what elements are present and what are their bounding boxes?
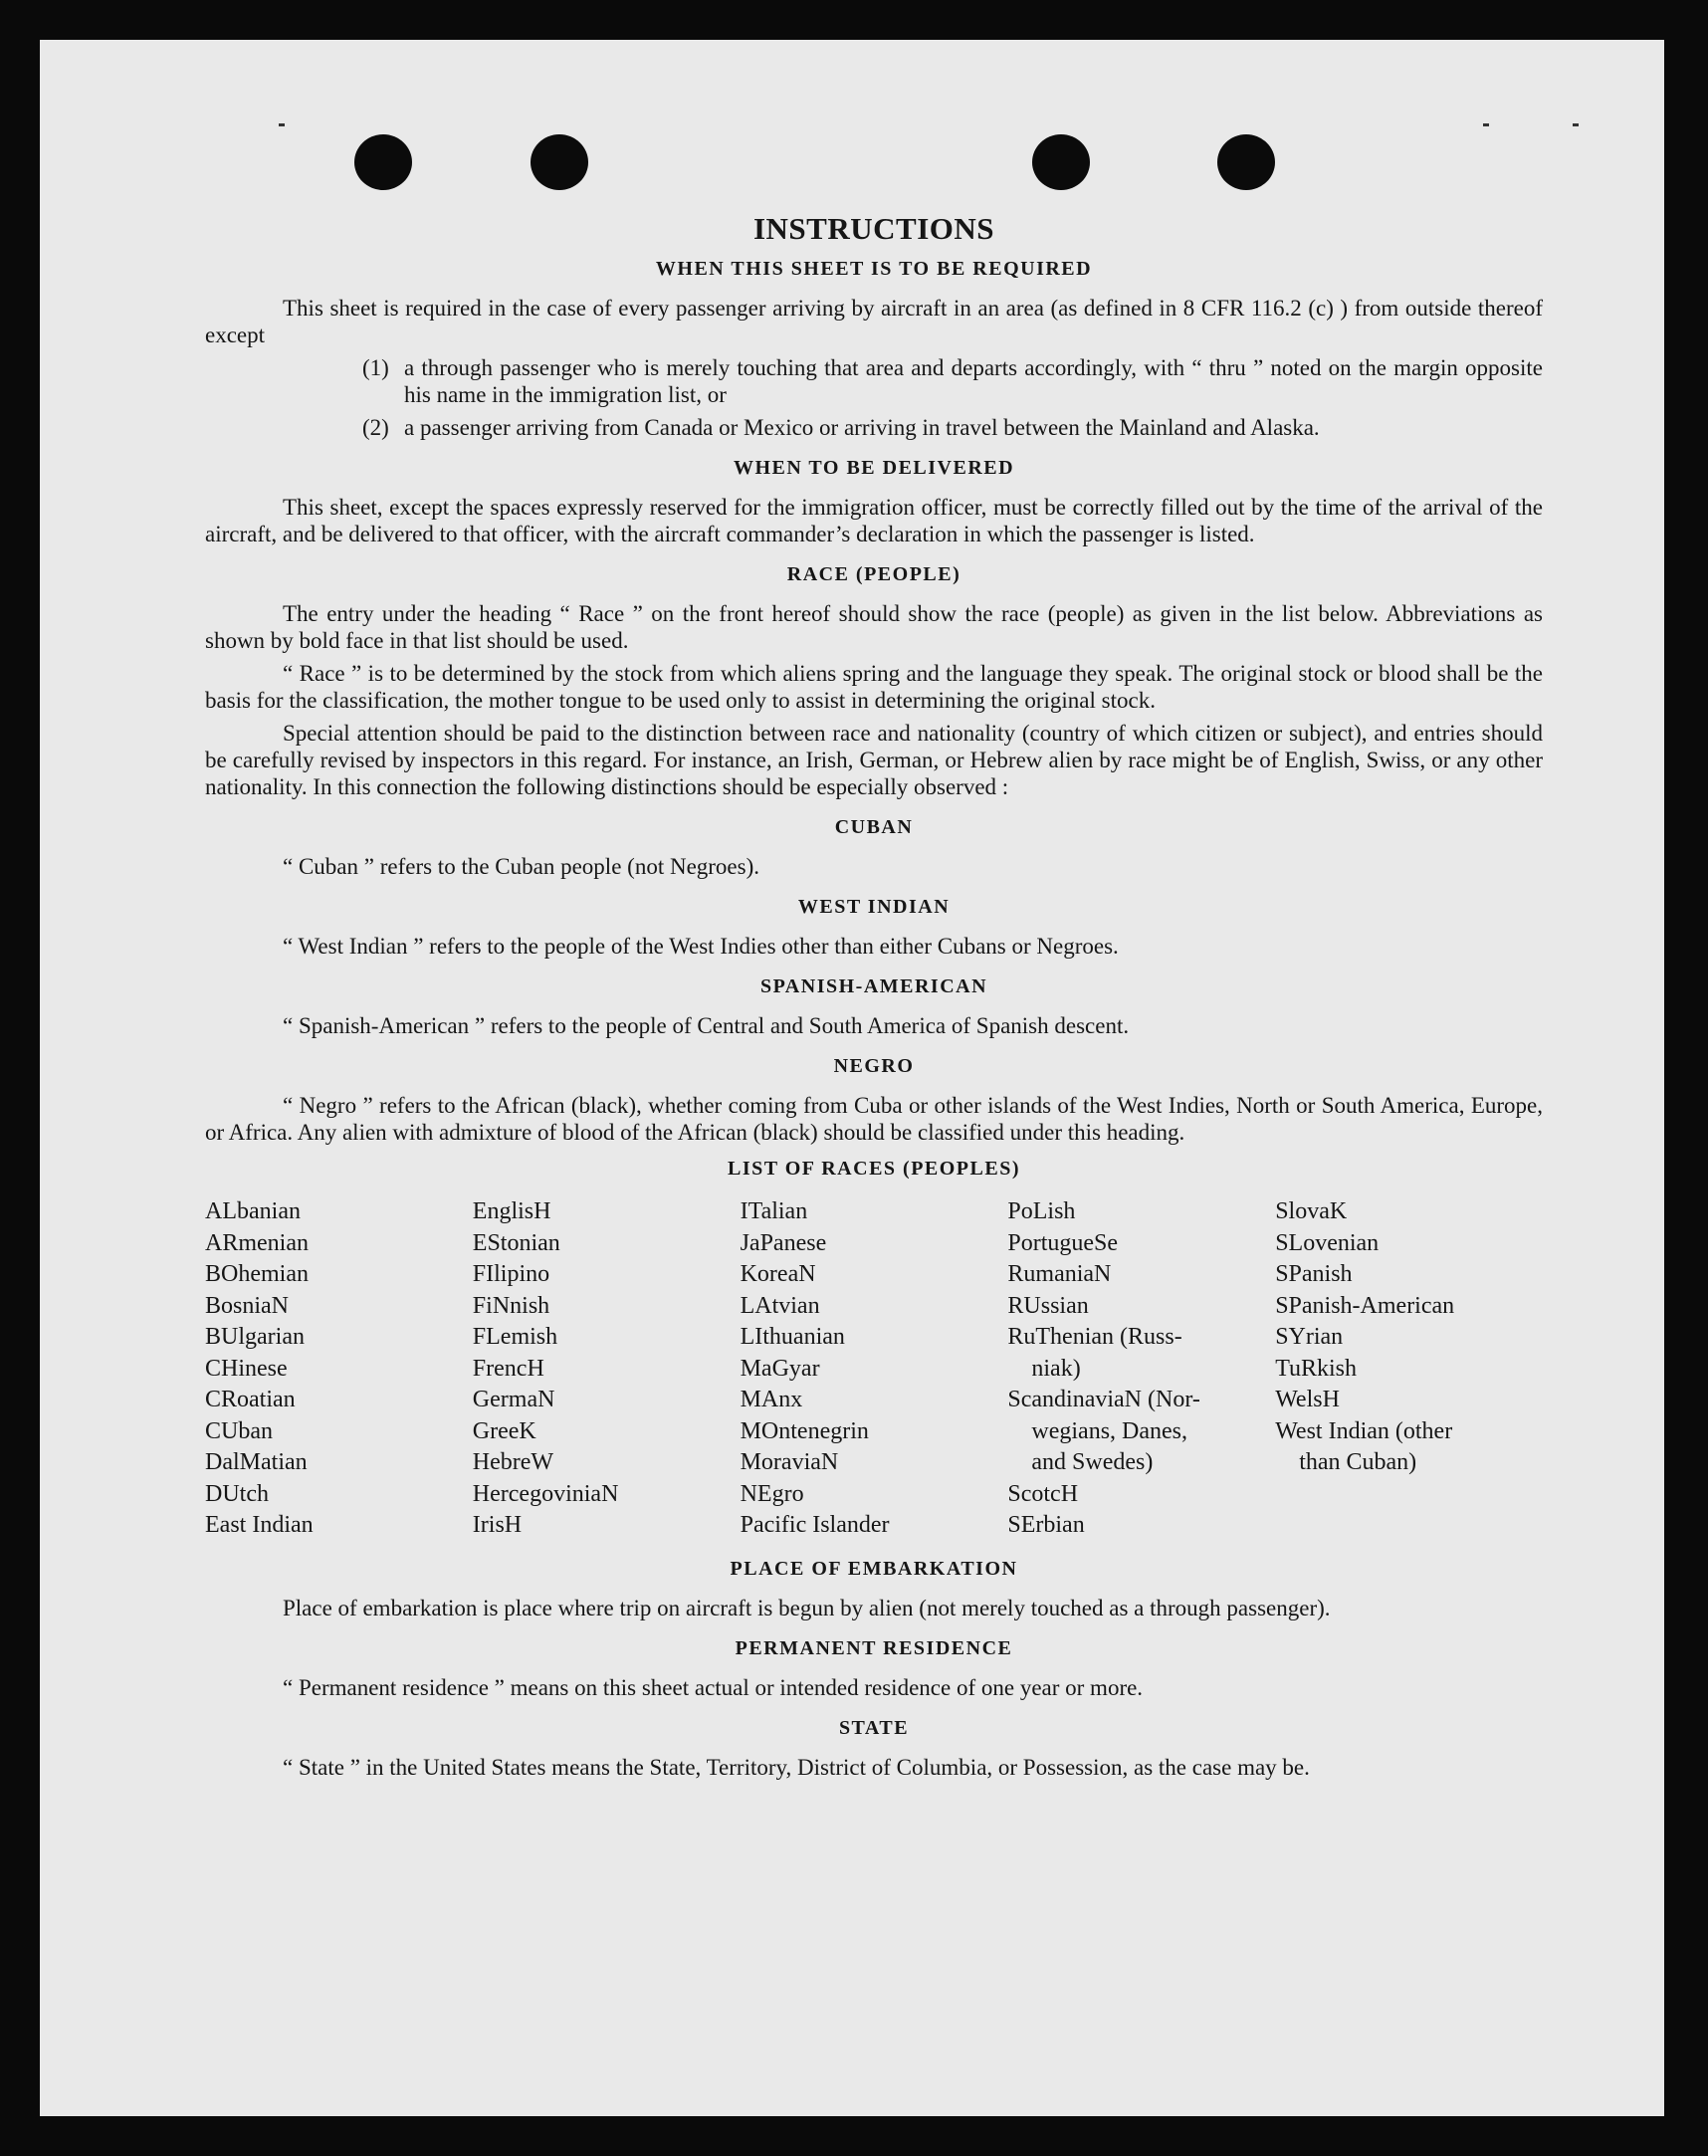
section-heading-list: LIST OF RACES (PEOPLES) <box>727 1158 1020 1180</box>
instructions-body <box>205 211 1543 1781</box>
section-heading-required: WHEN THIS SHEET IS TO BE REQUIRED <box>655 258 1093 280</box>
races-column-3 <box>741 1196 1008 1542</box>
race-entry: DalMatian <box>205 1449 308 1475</box>
race-entry: LAtvian <box>740 1292 820 1319</box>
race-entry: ARmenian <box>205 1229 309 1256</box>
embarkation-text: Place of embarkation is place where trip on aircraft is begun by alien (not merely touched as a through passenger). <box>283 1595 1331 1620</box>
negro-text: “ Negro ” refers to the African (black), whether coming from Cuba or other islands of the West Indies, North or South America, Europe, or Africa. Any alien with admixture of blood of the African (black) should be classified under this heading. <box>205 1093 1543 1145</box>
race-entry: GreeK <box>472 1417 536 1444</box>
race-entry: GermaN <box>472 1387 555 1412</box>
race-entry: SYrian <box>1275 1324 1344 1350</box>
required-intro: This sheet is required in the case of every passenger arriving by aircraft in an area (as defined in 8 CFR 116.2 (c) ) from outside thereof except <box>205 296 1543 347</box>
race-entry: RUssian <box>1007 1292 1089 1319</box>
race-entry: CHinese <box>205 1355 288 1382</box>
residence-text: “ Permanent residence ” means on this sheet actual or intended residence of one year or more. <box>283 1674 1144 1700</box>
race-entry: FiNnish <box>472 1292 550 1319</box>
race-entry: FLemish <box>472 1324 558 1350</box>
race-entry: DUtch <box>205 1480 269 1507</box>
races-column-5 <box>1275 1196 1543 1542</box>
race-entry: PoLish <box>1007 1198 1076 1224</box>
item-text: a passenger arriving from Canada or Mexico or arriving in travel between the Mainland and Alaska. <box>404 415 1320 440</box>
race-entry-continued: niak) <box>1031 1355 1081 1382</box>
race-entry: SPanish-American <box>1275 1292 1455 1319</box>
race-entry: BosniaN <box>205 1292 289 1319</box>
race-entry: ScandinaviaN (Nor- <box>1007 1387 1200 1412</box>
race-entry: RumaniaN <box>1007 1261 1112 1287</box>
race-entry: EnglisH <box>472 1198 551 1224</box>
list-item <box>362 414 1543 441</box>
race-entry: FrencH <box>472 1355 544 1382</box>
race-entry-continued: and Swedes) <box>1031 1449 1154 1475</box>
west-indian-text: “ West Indian ” refers to the people of the West Indies other than either Cubans or Negroes. <box>283 934 1119 959</box>
race-entry: ITalian <box>740 1198 808 1224</box>
race-entry: IrisH <box>472 1512 523 1538</box>
speck <box>1483 123 1489 126</box>
section-heading-cuban: CUBAN <box>834 816 914 838</box>
race-entry: MAnx <box>740 1387 803 1412</box>
race-entry: SLovenian <box>1275 1229 1380 1256</box>
race-entry: SErbian <box>1007 1512 1085 1538</box>
races-column-1 <box>205 1196 473 1542</box>
race-entry: TuRkish <box>1275 1355 1358 1382</box>
race-entry: CRoatian <box>205 1387 296 1412</box>
races-column-4 <box>1007 1196 1275 1542</box>
document-page <box>40 40 1664 2116</box>
race-paragraph-2: “ Race ” is to be determined by the stock from which aliens spring and the language they speak. The original stock or blood shall be the basis for the classification, the mother tongue to be used only to assist in determining the original stock. <box>205 661 1543 713</box>
race-paragraph-3: Special attention should be paid to the distinction between race and nationality (country of which citizen or subject), and entries should be carefully revised by inspectors in this regard. For instance, an Irish, German, or Hebrew alien by race might be of English, Swiss, or any other nationality. In this connection the following distinctions should be especially observed : <box>205 721 1543 799</box>
punch-hole <box>1217 134 1275 190</box>
item-number: (2) <box>362 415 389 440</box>
race-entry: MaGyar <box>740 1355 820 1382</box>
punch-hole <box>354 134 412 190</box>
race-entry: MoraviaN <box>740 1449 839 1475</box>
section-heading-west-indian: WEST INDIAN <box>797 896 951 918</box>
race-entry: ScotcH <box>1007 1480 1079 1507</box>
race-entry: FIlipino <box>472 1261 550 1287</box>
page-title: INSTRUCTIONS <box>752 211 994 246</box>
race-entry: EStonian <box>472 1229 560 1256</box>
race-entry: NEgro <box>740 1480 804 1507</box>
race-entry: Pacific Islander <box>740 1512 890 1538</box>
race-entry: SPanish <box>1275 1261 1353 1287</box>
race-entry-continued: than Cuban) <box>1299 1449 1417 1475</box>
race-entry: East Indian <box>205 1512 314 1538</box>
race-entry: RuThenian (Russ- <box>1007 1324 1182 1350</box>
race-entry: ALbanian <box>205 1198 301 1224</box>
section-heading-state: STATE <box>838 1716 910 1739</box>
race-entry: BOhemian <box>205 1261 309 1287</box>
race-entry: LIthuanian <box>740 1324 845 1350</box>
speck <box>279 123 285 126</box>
section-heading-embarkation: PLACE OF EMBARKATION <box>730 1557 1018 1580</box>
race-entry: BUlgarian <box>205 1324 305 1350</box>
spanish-american-text: “ Spanish-American ” refers to the people of Central and South America of Spanish descent. <box>283 1013 1130 1038</box>
state-text: “ State ” in the United States means the State, Territory, District of Columbia, or Possession, as the case may be. <box>283 1754 1310 1780</box>
race-entry: HercegoviniaN <box>472 1480 619 1507</box>
race-entry: PortugueSe <box>1007 1229 1119 1256</box>
races-list <box>205 1196 1543 1542</box>
section-heading-delivered: WHEN TO BE DELIVERED <box>733 457 1015 479</box>
race-entry: WelsH <box>1275 1387 1340 1412</box>
race-entry-continued: wegians, Danes, <box>1031 1417 1188 1444</box>
race-entry: JaPanese <box>740 1229 827 1256</box>
race-entry: SlovaK <box>1275 1198 1348 1224</box>
section-heading-race: RACE (PEOPLE) <box>786 563 961 585</box>
cuban-text: “ Cuban ” refers to the Cuban people (not Negroes). <box>283 854 760 879</box>
item-number: (1) <box>362 355 389 380</box>
delivered-text: This sheet, except the spaces expressly reserved for the immigration officer, must be correctly filled out by the time of the arrival of the aircraft, and be delivered to that officer, with the aircraft commander’s declaration in which the passenger is listed. <box>205 495 1543 546</box>
races-column-2 <box>473 1196 741 1542</box>
section-heading-residence: PERMANENT RESIDENCE <box>735 1636 1013 1659</box>
speck <box>1573 123 1579 126</box>
race-entry: CUban <box>205 1417 273 1444</box>
punch-hole <box>1032 134 1090 190</box>
punch-hole <box>531 134 588 190</box>
race-entry: MOntenegrin <box>740 1417 869 1444</box>
race-entry: KoreaN <box>740 1261 816 1287</box>
section-heading-negro: NEGRO <box>833 1055 915 1077</box>
section-heading-spanish-american: SPANISH-AMERICAN <box>759 975 988 997</box>
list-item <box>362 354 1543 408</box>
race-entry: West Indian (other <box>1275 1417 1453 1444</box>
race-entry: HebreW <box>472 1449 554 1475</box>
item-text: a through passenger who is merely touching that area and departs accordingly, with “ thru ” noted on the margin opposite his name in the immigration list, or <box>404 355 1543 407</box>
race-paragraph-1: The entry under the heading “ Race ” on the front hereof should show the race (people) as given in the list below. Abbreviations as shown by bold face in that list should be used. <box>205 601 1543 653</box>
